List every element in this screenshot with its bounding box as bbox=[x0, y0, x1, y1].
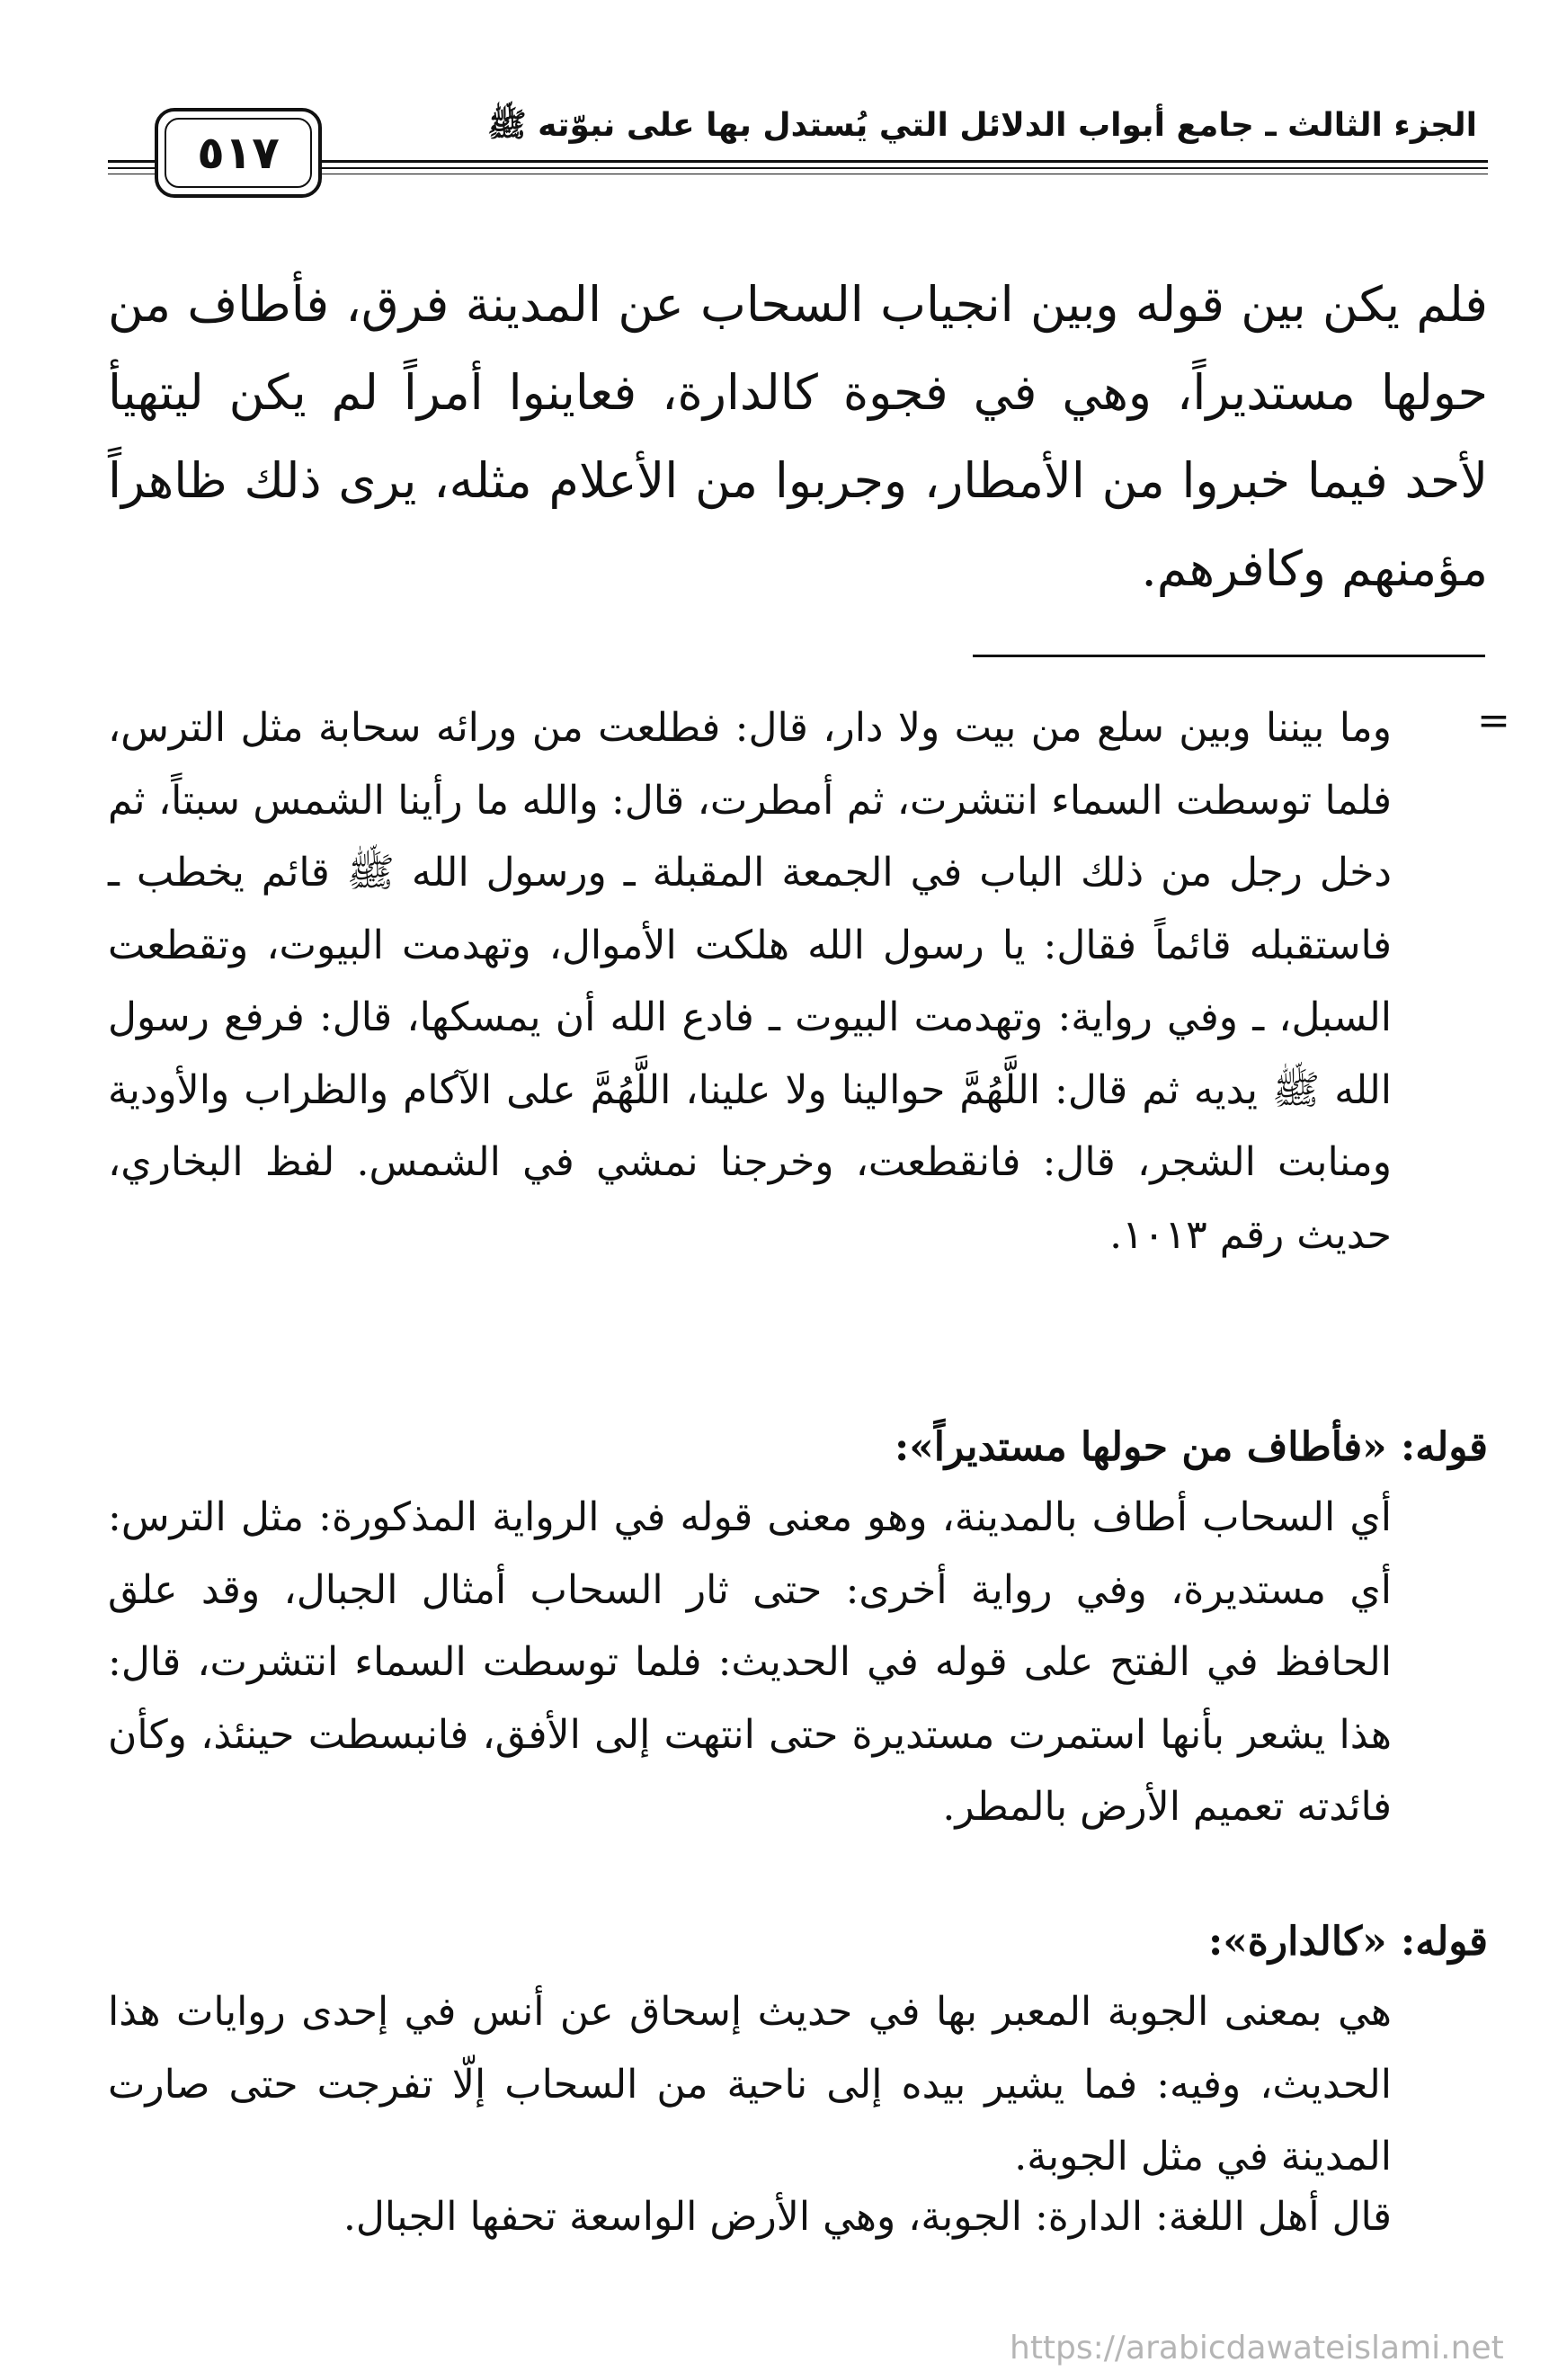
running-header: الجزء الثالث ـ جامع أبواب الدلائل التي يُستدل بها على نبوّته ﷺ bbox=[487, 107, 1477, 144]
page-number-frame bbox=[155, 108, 322, 198]
main-paragraph: فلم يكن بين قوله وبين انجياب السحاب عن المدينة فرق، فأطاف من حولها مستديراً، وهي في فجوة كالدارة، فعاينوا أمراً لم يكن ليتهيأ لأحد فيما خبروا من الأمطار، وجربوا من الأعلام مثله، يرى ذلك ظاهراً مؤمنهم وكافرهم. bbox=[108, 276, 1488, 597]
section-body-1: أي السحاب أطاف بالمدينة، وهو معنى قوله في الرواية المذكورة: مثل الترس: أي مستديرة، وفي رواية أخرى: حتى ثار السحاب أمثال الجبال، وقد علق الحافظ في الفتح على قوله في الحديث: فلما توسطت السماء انتشرت، قال: هذا يشعر بأنها استمرت مستديرة حتى انتهت إلى الأفق، فانبسطت حينئذ، وكأن فائدته تعميم الأرض بالمطر. bbox=[108, 1494, 1392, 1830]
source-watermark: https://arabicdawateislami.net bbox=[1010, 2330, 1504, 2367]
footnote-separator bbox=[973, 655, 1485, 657]
page-number: ٥١٧ bbox=[165, 118, 312, 188]
section-heading-1: قوله: «فأطاف من حولها مستديراً»: bbox=[894, 1424, 1488, 1470]
footnote-text: وما بيننا وبين سلع من بيت ولا دار، قال: فطلعت من ورائه سحابة مثل الترس، فلما توسطت السماء انتشرت، ثم أمطرت، قال: والله ما رأينا الشمس سبتاً، ثم دخل رجل من ذلك الباب في الجمعة المقبلة ـ ورسول الله ﷺ قائم يخطب ـ فاستقبله قائماً فقال: يا رسول الله هلكت الأموال، وتهدمت البيوت، وتقطعت السبل، ـ وفي رواية: وتهدمت البيوت ـ فادع الله أن يمسكها، قال: فرفع رسول الله ﷺ يديه ثم قال: اللَّهُمَّ حوالينا ولا علينا، اللَّهُمَّ على الآكام والظراب والأودية ومنابت الشجر، قال: فانقطعت، وخرجنا نمشي في الشمس. لفظ البخاري، حديث رقم ١٠١٣. bbox=[108, 705, 1392, 1258]
closing-note: قال أهل اللغة: الدارة: الجوبة، وهي الأرض الواسعة تحفها الجبال. bbox=[343, 2194, 1392, 2240]
section-heading-2: قوله: «كالدارة»: bbox=[1208, 1919, 1488, 1965]
footnote-continuation-marker: = bbox=[1477, 698, 1510, 744]
section-body-2: هي بمعنى الجوبة المعبر بها في حديث إسحاق عن أنس في إحدى روايات هذا الحديث، وفيه: فما يشير بيده إلى ناحية من السحاب إلّا تفرجت حتى صارت المدينة في مثل الجوبة. bbox=[108, 1989, 1392, 2179]
